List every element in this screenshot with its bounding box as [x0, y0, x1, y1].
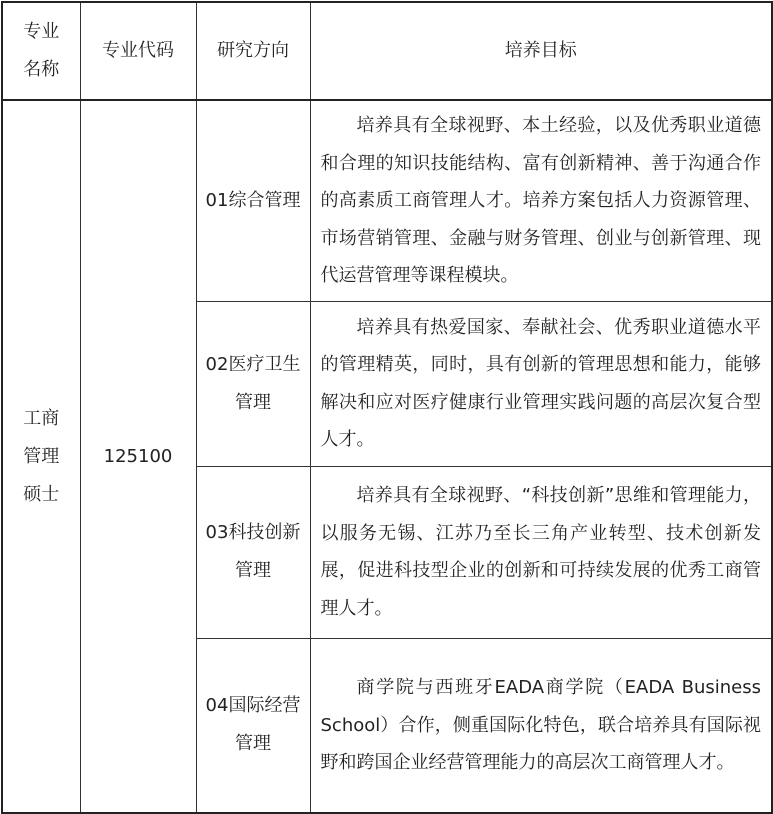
- direction-name: 01综合管理: [196, 100, 310, 301]
- direction-goal: [310, 638, 772, 813]
- direction-goal-text: 商学院与西班牙EADA商学院（EADA Business School）合作，侧重国际化特色，联合培养具有国际视野和跨国企业经营管理能力的高层次工商管理人才。: [320, 677, 761, 773]
- direction-name: 02医疗卫生管理: [196, 301, 310, 466]
- direction-goal: [310, 466, 772, 638]
- major-code-cell: 125100: [80, 100, 196, 813]
- direction-goal-text: 培养具有热爱国家、奉献社会、优秀职业道德水平的管理精英，同时，具有创新的管理思想和能力，能够解决和应对医疗健康行业管理实践问题的高层次复合型人才。: [320, 316, 761, 450]
- direction-goal-text: 培养具有全球视野、本土经验，以及优秀职业道德和合理的知识技能结构、富有创新精神、善于沟通合作的高素质工商管理人才。培养方案包括人力资源管理、市场营销管理、金融与财务管理、创业与创新管理、现代运营管理等课程模块。: [320, 115, 761, 286]
- direction-name: 04国际经营管理: [196, 638, 310, 813]
- header-direction: 研究方向: [196, 2, 310, 100]
- header-goal: 培养目标: [310, 2, 772, 100]
- program-table: [1, 1, 773, 814]
- direction-goal: [310, 301, 772, 466]
- header-major-name: 专业名称: [2, 2, 80, 100]
- direction-goal-text: 培养具有全球视野、“科技创新”思维和管理能力，以服务无锡、江苏乃至长三角产业转型、技术创新发展，促进科技型企业的创新和可持续发展的优秀工商管理人才。: [320, 485, 761, 619]
- table-row: [2, 100, 772, 301]
- header-row: [2, 2, 772, 100]
- major-name-cell: 工商管理硕士: [2, 100, 80, 813]
- direction-goal: [310, 100, 772, 301]
- direction-name: 03科技创新管理: [196, 466, 310, 638]
- header-major-code: 专业代码: [80, 2, 196, 100]
